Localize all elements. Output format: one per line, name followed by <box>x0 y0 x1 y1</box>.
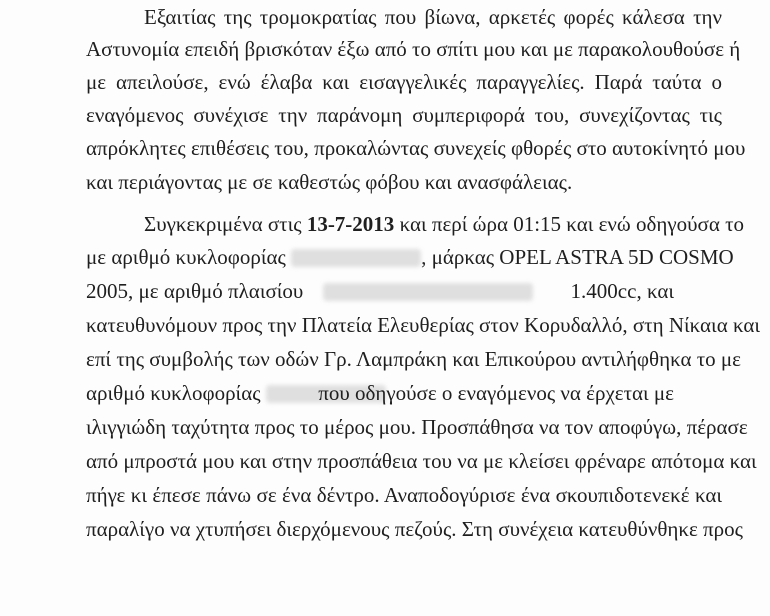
text-line: ιλιγγιώδη ταχύτητα προς το μέρος μου. Προσπάθησα να τον αποφύγω, πέρασε <box>86 415 748 439</box>
redacted-plate-number <box>291 249 421 267</box>
text-segment: που οδηγούσε ο εναγόμενος να έρχεται με <box>318 381 674 405</box>
text-line <box>144 211 745 237</box>
text-line: Αστυνομία επειδή βρισκόταν έξω από το σπίτι μου και με παρακολουθούσε ή <box>86 37 741 61</box>
text-line: κατευθυνόμουν προς την Πλατεία Ελευθερίας στον Κορυδαλλό, στη Νίκαια και <box>86 313 760 337</box>
redacted-chassis-number <box>323 283 533 301</box>
text-line: παραλίγο να χτυπήσει διερχόμενους πεζούς. Στη συνέχεια κατευθύνθηκε προς <box>86 517 743 541</box>
text-line <box>86 380 722 406</box>
text-line <box>86 278 722 304</box>
text-line: από μπροστά μου και στην προσπάθεια του να με κλείσει φρέναρε απότομα και <box>86 449 757 473</box>
text-segment: 2005, με αριθμό πλαισίου <box>86 279 304 303</box>
text-line: πήγε κι έπεσε πάνω σε ένα δέντρο. Αναποδογύρισε ένα σκουπιδοτενεκέ και <box>86 483 722 507</box>
text-segment: με αριθμό κυκλοφορίας <box>86 245 286 269</box>
text-line: επί της συμβολής των οδών Γρ. Λαμπράκη και Επικούρου αντιλήφθηκα το με <box>86 347 741 371</box>
text-line: εναγόμενος συνέχισε την παράνομη συμπεριφορά του, συνεχίζοντας τις <box>86 103 722 127</box>
text-segment: , μάρκας OPEL ASTRA 5D COSMO <box>421 245 734 269</box>
text-segment: Συγκεκριμένα στις <box>144 212 307 236</box>
text-line: με απειλούσε, ενώ έλαβα και εισαγγελικές παραγγελίες. Παρά ταύτα ο <box>86 70 722 94</box>
text-segment: 1.400cc, και <box>570 279 674 303</box>
text-line: απρόκλητες επιθέσεις του, προκαλώντας συνεχείς φθορές στο αυτοκίνητό μου <box>86 136 746 160</box>
text-segment: αριθμό κυκλοφορίας <box>86 381 261 405</box>
text-segment: και περί ώρα 01:15 και ενώ οδηγούσα το <box>394 212 745 236</box>
text-line <box>86 244 734 270</box>
date-text: 13-7-2013 <box>306 212 395 236</box>
text-line: και περιάγοντας με σε καθεστώς φόβου και ανασφάλειας. <box>86 170 573 194</box>
text-line: Εξαιτίας της τρομοκρατίας που βίωνα, αρκετές φορές κάλεσα την <box>144 5 722 29</box>
